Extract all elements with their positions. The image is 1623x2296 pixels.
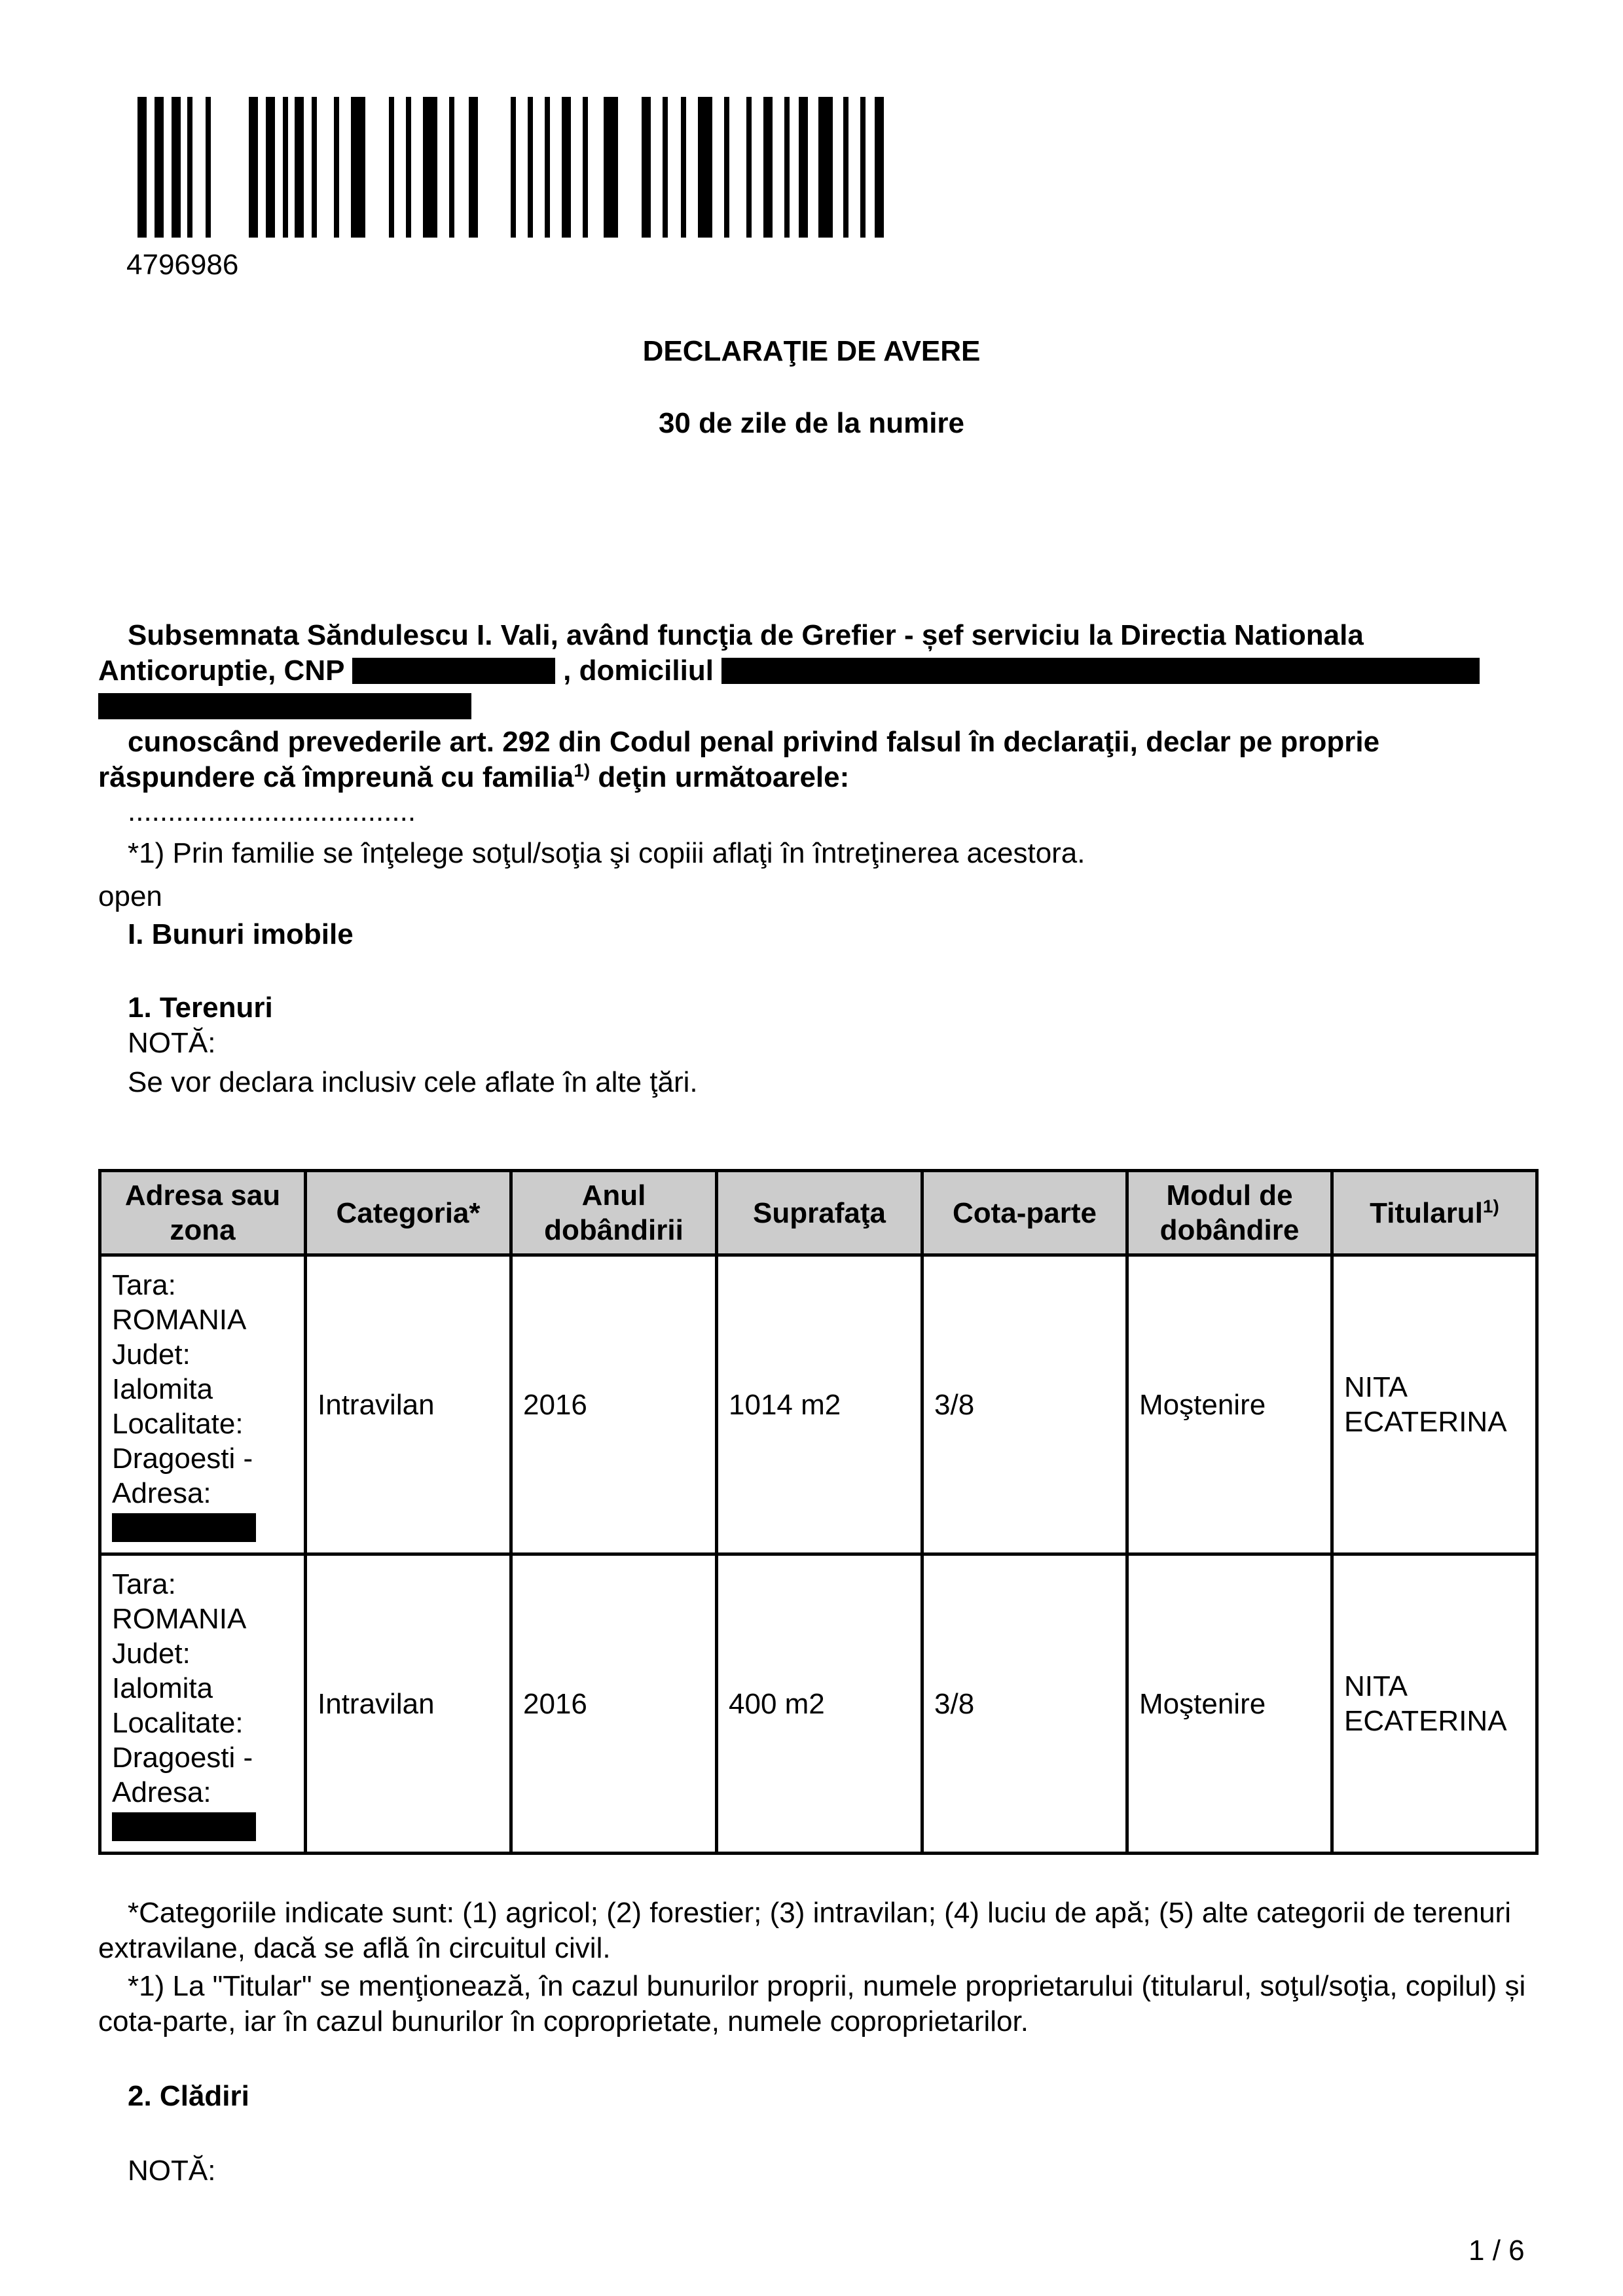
nota-label: NOTĂ: — [128, 1027, 216, 1059]
declarant-intro-text: Subsemnata Săndulescu I. Vali, având funcţia de Grefier - șef serviciu la Directia Nationala Anticoruptie, CNP — [98, 619, 1364, 687]
terenuri-table — [98, 1169, 1539, 1855]
dotted-line: .................................... — [128, 795, 416, 827]
family-definition-note: *1) Prin familie se înţelege soţul/soţia şi copiii aflaţi în întreţinerea acestora. — [128, 837, 1085, 869]
table-row — [100, 1554, 1537, 1854]
cell-suprafata: 1014 m2 — [717, 1255, 922, 1554]
domiciliu-label: , domiciliul — [563, 655, 714, 687]
declaration-intro — [98, 618, 1535, 724]
statement-line-2: răspundere că împreună cu familia$^{1)}$ deţin următoarele: — [98, 760, 850, 793]
subsection-heading-terenuri: 1. Terenuri — [128, 992, 273, 1024]
cell-categoria: Intravilan — [306, 1255, 511, 1554]
cell-cota: 3/8 — [922, 1255, 1127, 1554]
redacted-address-continued — [98, 693, 471, 719]
column-header-categoria: Categoria* — [306, 1171, 511, 1255]
table-header-row — [100, 1171, 1537, 1255]
cell-anul: 2016 — [511, 1255, 717, 1554]
cell-cota: 3/8 — [922, 1554, 1127, 1854]
cell-categoria: Intravilan — [306, 1554, 511, 1854]
column-header-modul: Modul de dobândire — [1127, 1171, 1332, 1255]
redacted-land-address — [112, 1513, 256, 1542]
section-heading-bunuri-imobile: I. Bunuri imobile — [128, 918, 354, 950]
cell-titularul: NITA ECATERINA — [1332, 1554, 1537, 1854]
nota-label-cladiri: NOTĂ: — [128, 2155, 216, 2187]
column-header-adresa: Adresa sau zona — [100, 1171, 306, 1255]
subsection-heading-cladiri: 2. Clădiri — [128, 2080, 249, 2112]
cell-adresa: Tara: ROMANIA Judet: Ialomita Localitate: Dragoesti - Adresa: — [100, 1255, 306, 1554]
barcode — [137, 97, 884, 238]
redacted-cnp — [352, 658, 555, 684]
statement-line-1: cunoscând prevederile art. 292 din Codul penal privind falsul în declaraţii, declar pe proprie — [128, 726, 1380, 758]
document-title: DECLARAŢIE DE AVERE — [642, 335, 981, 367]
statement-block — [98, 725, 1535, 1100]
footnote-titular: *1) La "Titular" se menţionează, în cazul bunurilor proprii, numele proprietarului (titularul, soţul/soţia, copilul) și cota-parte, iar în cazul bunurilor în coproprietate, numele coproprietarilor. — [98, 1970, 1526, 2037]
footnotes-block — [98, 1895, 1535, 2189]
redacted-address — [721, 658, 1480, 684]
declaration-block — [98, 618, 1535, 724]
column-header-suprafata: Suprafaţa — [717, 1171, 922, 1255]
document-id: 4796986 — [126, 249, 239, 281]
cell-modul: Moştenire — [1127, 1554, 1332, 1854]
cell-adresa: Tara: ROMANIA Judet: Ialomita Localitate: Dragoesti - Adresa: — [100, 1554, 306, 1854]
cell-titularul: NITA ECATERINA — [1332, 1255, 1537, 1554]
table-row — [100, 1255, 1537, 1554]
cell-suprafata: 400 m2 — [717, 1554, 922, 1854]
column-header-titularul: Titularul$^{1)}$ — [1332, 1171, 1537, 1255]
column-header-cota: Cota-parte — [922, 1171, 1127, 1255]
cell-modul: Moştenire — [1127, 1255, 1332, 1554]
open-marker: open — [98, 880, 162, 912]
page-number: 1 / 6 — [1468, 2234, 1525, 2267]
nota-text: Se vor declara inclusiv cele aflate în alte ţări. — [128, 1066, 698, 1098]
document-subtitle: 30 de zile de la numire — [658, 407, 965, 439]
footnote-categorii: *Categoriile indicate sunt: (1) agricol; (2) forestier; (3) intravilan; (4) luciu de apă; (5) alte categorii de terenuri extravilane, dacă se află în circuitul civil. — [98, 1897, 1511, 1964]
family-footnote-ref: 1) — [574, 760, 591, 781]
column-header-anul: Anul dobândirii — [511, 1171, 717, 1255]
cell-anul: 2016 — [511, 1554, 717, 1854]
redacted-land-address — [112, 1812, 256, 1841]
